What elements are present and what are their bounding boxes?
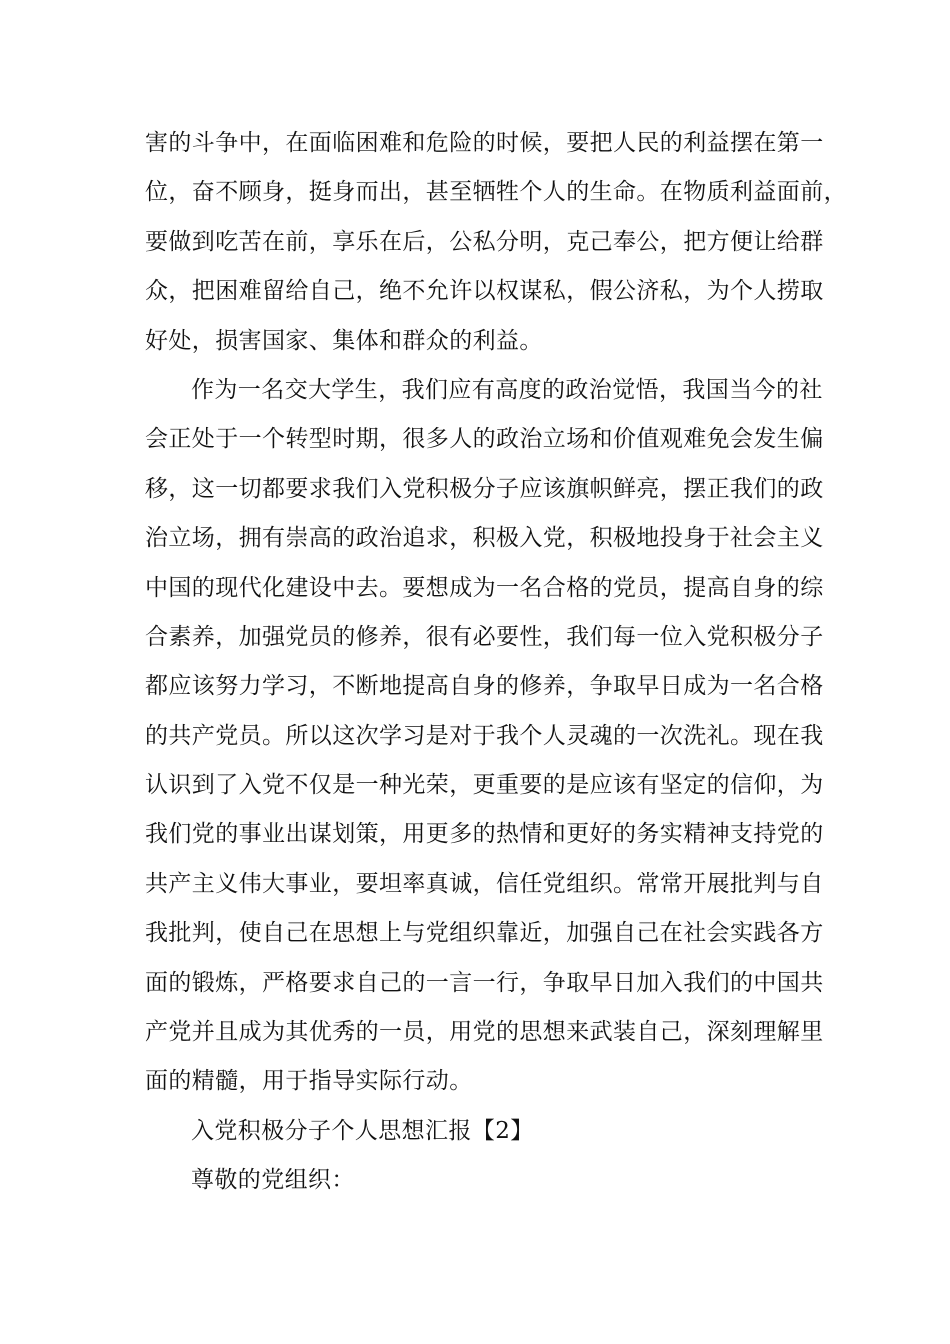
paragraph-line: 共产主义伟大事业，要坦率真诚，信任党组织。常常开展批判与自 [145,870,824,897]
paragraph-line: 产党并且成为其优秀的一员，用党的思想来武装自己，深刻理解里 [145,1019,824,1046]
paragraph-line: 要做到吃苦在前，享乐在后，公私分明，克己奉公，把方便让给群 [145,228,824,255]
salutation: 尊敬的党组织： [191,1167,355,1194]
paragraph-line: 中国的现代化建设中去。要想成为一名合格的党员，提高自身的综 [145,574,824,601]
paragraph-line: 我们党的事业出谋划策，用更多的热情和更好的务实精神支持党的 [145,821,824,848]
paragraph-line: 面的锻炼，严格要求自己的一言一行，争取早日加入我们的中国共 [145,969,824,996]
paragraph-line: 害的斗争中，在面临困难和危险的时候，要把人民的利益摆在第一 [145,130,824,156]
document-body [145,127,847,1214]
paragraph-line: 我批判，使自己在思想上与党组织靠近，加强自己在社会实践各方 [145,920,824,947]
paragraph-first-line: 作为一名交大学生，我们应有高度的政治觉悟，我国当今的社 [191,376,823,403]
paragraph-line: 合素养，加强党员的修养，很有必要性，我们每一位入党积极分子 [145,623,824,650]
paragraph-line: 都应该努力学习，不断地提高自身的修养，争取早日成为一名合格 [145,673,824,700]
paragraph-line: 移，这一切都要求我们入党积极分子应该旗帜鲜亮，摆正我们的政 [145,475,824,502]
paragraph-line: 面的精髓，用于指导实际行动。 [145,1068,473,1095]
paragraph-line: 认识到了入党不仅是一种光荣，更重要的是应该有坚定的信仰，为 [145,772,824,799]
paragraph-line: 的共产党员。所以这次学习是对于我个人灵魂的一次洗礼。现在我 [145,722,824,749]
paragraph-line: 会正处于一个转型时期，很多人的政治立场和价值观难免会发生偏 [145,426,824,453]
paragraph-line: 众，把困难留给自己，绝不允许以权谋私，假公济私，为个人捞取 [145,278,824,305]
section-heading: 入党积极分子个人思想汇报【2】 [191,1117,534,1144]
paragraph-line: 治立场，拥有崇高的政治追求，积极入党，积极地投身于社会主义 [145,525,824,552]
paragraph-line: 好处，损害国家、集体和群众的利益。 [145,327,543,354]
paragraph-line: 位，奋不顾身，挺身而出，甚至牺牲个人的生命。在物质利益面前， [145,179,847,206]
